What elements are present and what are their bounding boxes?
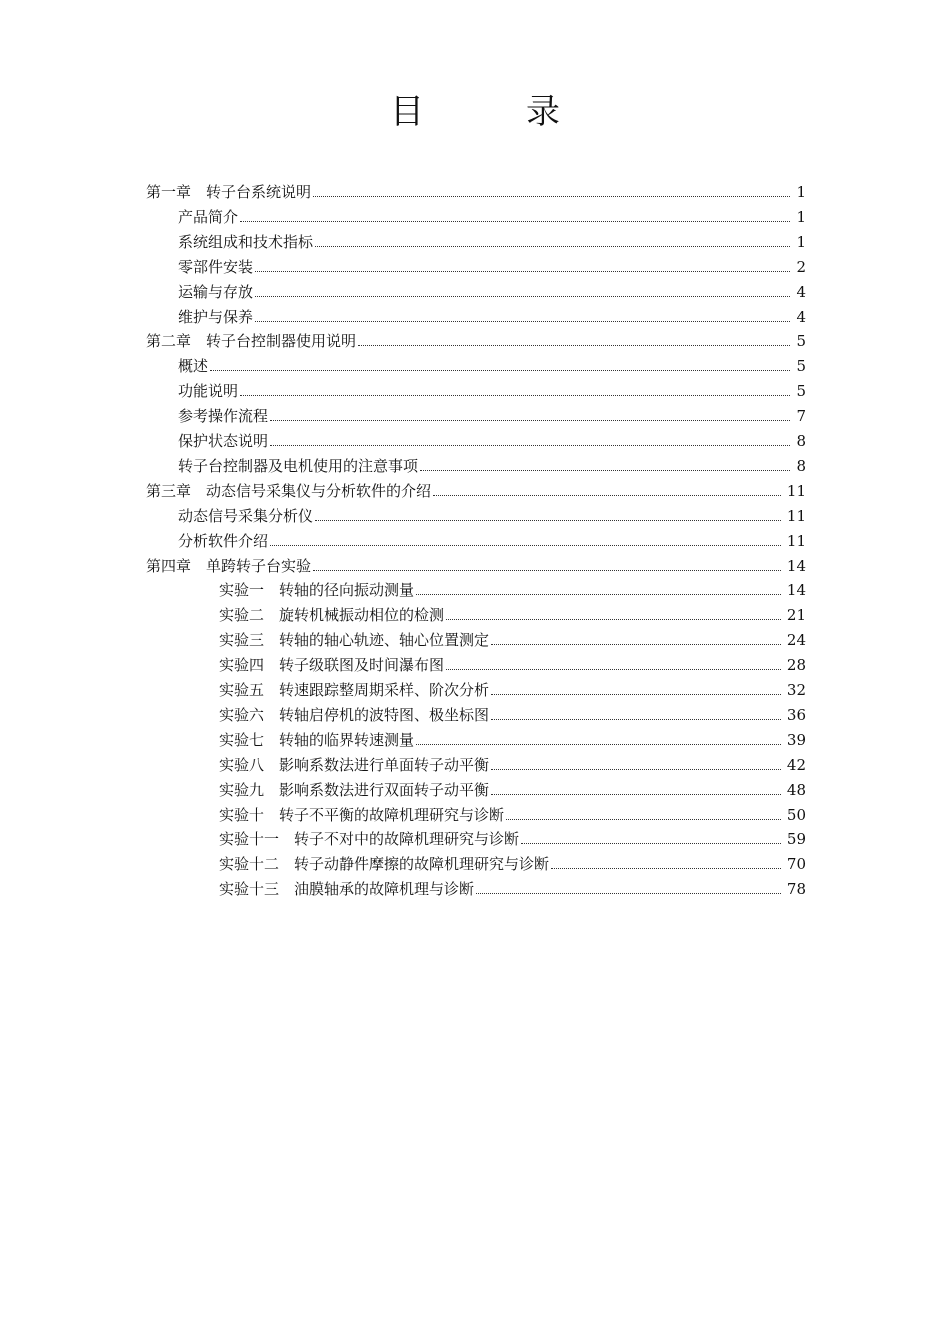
toc-page-number: 7 <box>796 407 806 426</box>
toc-page-number: 42 <box>786 755 806 774</box>
toc-entry-title: 影响系数法进行单面转子动平衡 <box>279 755 490 774</box>
toc-page-number: 14 <box>786 556 806 575</box>
toc-page-number: 50 <box>786 805 806 824</box>
toc-page-number: 11 <box>786 506 806 525</box>
toc-page-number: 1 <box>796 232 806 251</box>
toc-page-number: 14 <box>786 581 806 600</box>
toc-leader-dots <box>420 469 790 471</box>
toc-page-number: 48 <box>786 780 806 799</box>
toc-page-number: 5 <box>796 357 806 376</box>
toc-entry[interactable] <box>219 678 806 702</box>
toc-entry[interactable] <box>219 877 806 901</box>
toc-page-number: 39 <box>786 730 806 749</box>
toc-leader-dots <box>315 245 790 247</box>
toc-leader-dots <box>491 793 781 795</box>
toc-entry-title: 转子台系统说明 <box>206 183 312 201</box>
toc-entry-title: 功能说明 <box>178 382 239 401</box>
toc-leader-dots <box>240 394 790 396</box>
toc-entry-number: 实验九 <box>219 780 280 799</box>
page-title: 目 录 <box>390 92 594 132</box>
toc-leader-dots <box>433 494 781 496</box>
toc-entry-number: 实验十二 <box>219 855 295 874</box>
toc-entry[interactable] <box>219 753 806 777</box>
toc-leader-dots <box>476 892 781 894</box>
toc-entry-number: 实验二 <box>219 606 280 625</box>
toc-entry-title: 运输与存放 <box>178 282 254 301</box>
toc-entry[interactable] <box>178 529 806 553</box>
toc-entry-number: 第三章 <box>146 481 207 500</box>
toc-entry[interactable] <box>219 653 806 677</box>
toc-entry[interactable] <box>146 180 806 204</box>
toc-leader-dots <box>270 444 790 446</box>
toc-page-number: 1 <box>796 183 806 201</box>
toc-entry-title: 动态信号采集仪与分析软件的介绍 <box>206 481 432 500</box>
toc-entry-number: 实验十三 <box>219 880 295 899</box>
toc-entry-number: 第二章 <box>146 332 207 351</box>
toc-entry-number: 实验十 <box>219 805 280 824</box>
toc-entry-number: 实验十一 <box>219 830 295 849</box>
toc-leader-dots <box>491 643 781 645</box>
toc-entry-number: 第四章 <box>146 556 207 575</box>
toc-entry-title: 系统组成和技术指标 <box>178 232 314 251</box>
toc-page-number: 4 <box>796 307 806 326</box>
toc-page-number: 28 <box>786 656 806 675</box>
toc-leader-dots <box>551 867 781 869</box>
toc-page-number: 11 <box>786 481 806 500</box>
toc-entry[interactable] <box>146 479 806 503</box>
toc-entry-title: 保护状态说明 <box>178 432 269 450</box>
toc-entry-title: 转子不平衡的故障机理研究与诊断 <box>279 805 505 824</box>
toc-page-number: 8 <box>796 432 806 450</box>
toc-page-number: 8 <box>796 456 806 475</box>
toc-leader-dots <box>240 220 790 222</box>
toc-entry-title: 转子动静件摩擦的故障机理研究与诊断 <box>294 855 550 874</box>
toc-leader-dots <box>491 693 781 695</box>
toc-entry-title: 转轴启停机的波特图、极坐标图 <box>279 705 490 724</box>
toc-leader-dots <box>313 569 781 571</box>
toc-entry-title: 维护与保养 <box>178 307 254 326</box>
toc-entry-number: 实验一 <box>219 581 280 600</box>
toc-page-number: 5 <box>796 332 806 351</box>
toc-entry[interactable] <box>146 329 806 353</box>
toc-entry[interactable] <box>219 852 806 876</box>
toc-page-number: 5 <box>796 382 806 401</box>
toc-entry-number: 实验六 <box>219 705 280 724</box>
toc-entry[interactable] <box>178 404 806 428</box>
toc-page-number: 4 <box>796 282 806 301</box>
toc-entry-title: 转子台控制器使用说明 <box>206 332 357 351</box>
toc-entry[interactable] <box>219 703 806 727</box>
toc-page-number: 1 <box>796 207 806 226</box>
toc-entry[interactable] <box>178 379 806 403</box>
toc-entry-title: 转轴的轴心轨迹、轴心位置测定 <box>279 631 490 650</box>
toc-entry[interactable] <box>178 354 806 378</box>
toc-entry[interactable] <box>219 728 806 752</box>
toc-leader-dots <box>358 344 790 346</box>
toc-entry-title: 转轴的临界转速测量 <box>279 730 415 749</box>
toc-leader-dots <box>210 369 790 371</box>
toc-entry-number: 实验八 <box>219 755 280 774</box>
toc-entry-title: 旋转机械振动相位的检测 <box>279 606 445 625</box>
toc-leader-dots <box>270 544 781 546</box>
toc-entry-number: 实验五 <box>219 681 280 699</box>
toc-entry[interactable] <box>219 803 806 827</box>
toc-entry-title: 转子级联图及时间瀑布图 <box>279 656 445 675</box>
toc-entry[interactable] <box>219 778 806 802</box>
toc-entry-title: 转速跟踪整周期采样、阶次分析 <box>279 681 490 699</box>
toc-entry[interactable] <box>146 554 806 578</box>
toc-leader-dots <box>506 818 781 820</box>
toc-leader-dots <box>270 419 790 421</box>
toc-page-number: 11 <box>786 531 806 550</box>
toc-entry-title: 参考操作流程 <box>178 407 269 426</box>
toc-entry[interactable] <box>178 305 806 329</box>
toc-leader-dots <box>416 743 781 745</box>
toc-leader-dots <box>255 320 790 322</box>
toc-entry[interactable] <box>219 628 806 652</box>
toc-page-number: 36 <box>786 705 806 724</box>
toc-entry-title: 产品简介 <box>178 207 239 226</box>
toc-entry-title: 影响系数法进行双面转子动平衡 <box>279 780 490 799</box>
toc-entry-title: 动态信号采集分析仪 <box>178 506 314 525</box>
toc-leader-dots <box>521 842 781 844</box>
toc-leader-dots <box>315 519 781 521</box>
toc-entry-title: 转轴的径向振动测量 <box>279 581 415 600</box>
toc-leader-dots <box>491 768 781 770</box>
toc-leader-dots <box>313 195 790 197</box>
toc-entry[interactable] <box>178 429 806 453</box>
toc-leader-dots <box>255 295 790 297</box>
toc-entry-number: 第一章 <box>146 183 207 201</box>
toc-entry-title: 油膜轴承的故障机理与诊断 <box>294 880 475 899</box>
toc-page-number: 21 <box>786 606 806 625</box>
toc-leader-dots <box>255 270 790 272</box>
toc-leader-dots <box>491 718 781 720</box>
toc-entry[interactable] <box>178 454 806 478</box>
toc-entry-title: 转子不对中的故障机理研究与诊断 <box>294 830 520 849</box>
toc-entry-title: 分析软件介绍 <box>178 531 269 550</box>
toc-entry-title: 概述 <box>178 357 209 376</box>
toc-entry-number: 实验四 <box>219 656 280 675</box>
toc-entry[interactable] <box>219 827 806 851</box>
toc-page-number: 78 <box>786 880 806 899</box>
toc-entry-number: 实验三 <box>219 631 280 650</box>
toc-leader-dots <box>416 593 781 595</box>
toc-entry[interactable] <box>178 230 806 254</box>
toc-entry[interactable] <box>219 578 806 602</box>
toc-page-number: 2 <box>796 257 806 276</box>
toc-leader-dots <box>446 618 781 620</box>
toc-page-number: 59 <box>786 830 806 849</box>
toc-entry[interactable] <box>178 255 806 279</box>
toc-entry-title: 转子台控制器及电机使用的注意事项 <box>178 456 419 475</box>
toc-entry[interactable] <box>219 603 806 627</box>
toc-entry[interactable] <box>178 504 806 528</box>
toc-entry[interactable] <box>178 280 806 304</box>
toc-leader-dots <box>446 668 781 670</box>
toc-page-number: 32 <box>786 681 806 699</box>
toc-entry[interactable] <box>178 205 806 229</box>
toc-page-number: 70 <box>786 855 806 874</box>
toc-entry-title: 单跨转子台实验 <box>206 556 312 575</box>
toc-page-number: 24 <box>786 631 806 650</box>
toc-entry-title: 零部件安装 <box>178 257 254 276</box>
toc-entry-number: 实验七 <box>219 730 280 749</box>
